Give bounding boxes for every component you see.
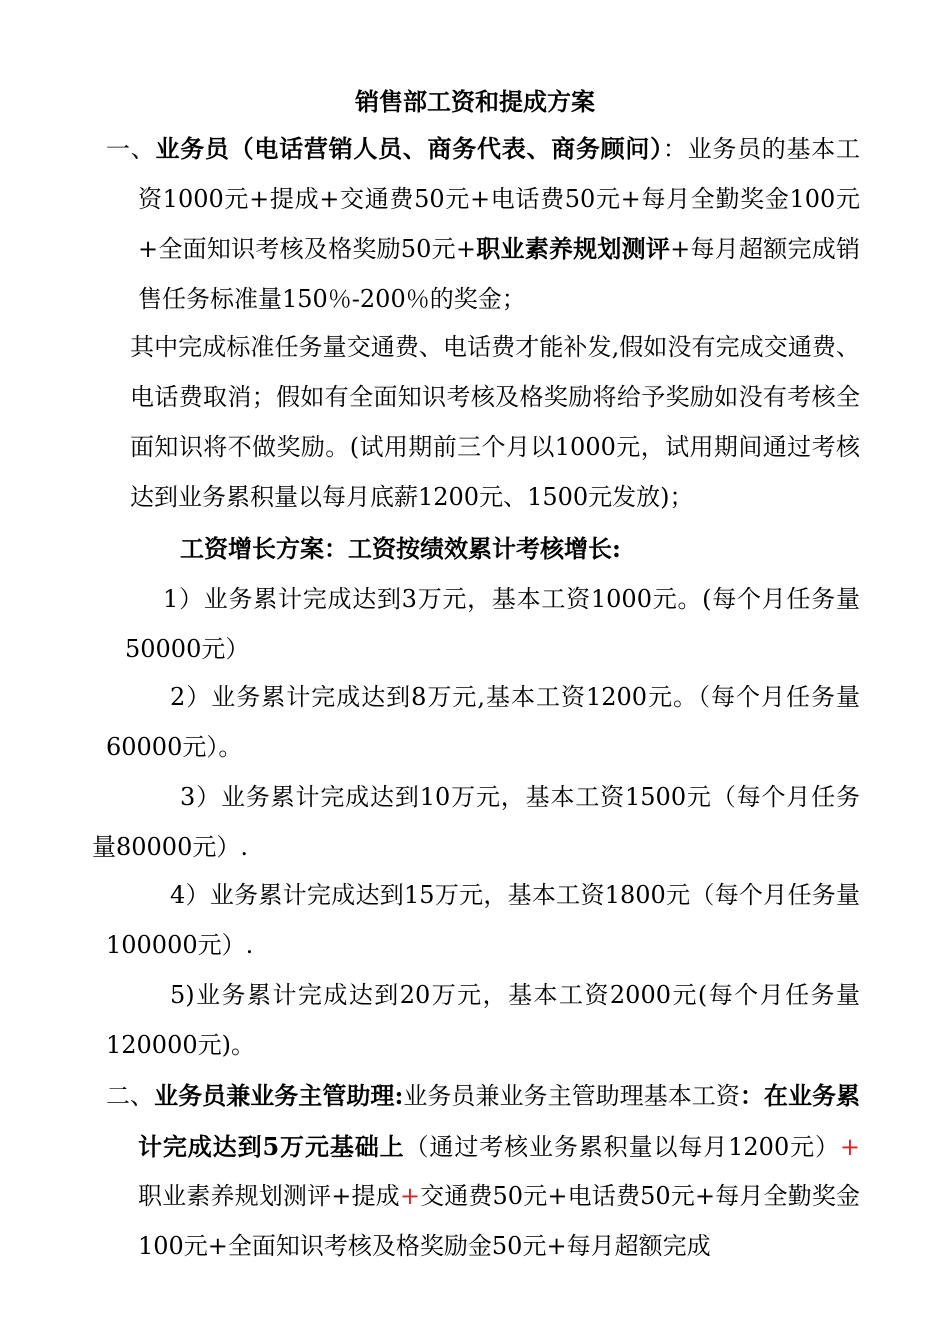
section-2-heading: 业务员兼业务主管助理: <box>154 1081 404 1110</box>
section-1-bold-term: 职业素养规划测评 <box>475 234 671 263</box>
section-2-red-plus-2: + <box>399 1182 420 1210</box>
growth-item-2: 2）业务累计完成达到8万元,基本工资1200元。（每个月任务量60000元）。 <box>106 683 860 761</box>
section-1-number: 一、 <box>106 135 156 163</box>
section-2-text-d: 职业素养规划测评+提成 <box>138 1182 400 1210</box>
section-1-text-c: +每月超额完成销售任务标准量150％-200％的奖金； <box>138 235 861 313</box>
section-2-red-plus-1: + <box>839 1132 861 1161</box>
section-2-paragraph <box>106 1071 861 1271</box>
section-2-text-c: （通过考核业务累积量以每月1200元） <box>404 1132 840 1161</box>
section-1-colon: ： <box>662 135 688 163</box>
growth-item-1: 1）业务累计完成达到3万元，基本工资1000元。(每个月任务量50000元） <box>125 585 860 663</box>
section-2-number: 二、 <box>106 1082 155 1110</box>
growth-plan-heading: 工资增长方案：工资按绩效累计考核增长: <box>180 534 621 563</box>
section-2-text-e: 交通费50元+电话费50元+每月全勤奖金100元+全面知识考核及格奖励金50元+每月超额完成 <box>138 1182 861 1260</box>
section-2-bold-condition: ：在业务累计完成达到5万元基础上 <box>138 1081 861 1161</box>
growth-item-3: 3）业务累计完成达到10万元，基本工资1500元（每个月任务量80000元）. <box>92 783 860 861</box>
document-title: 销售部工资和提成方案 <box>355 87 595 116</box>
growth-item-4: 4）业务累计完成达到15万元，基本工资1800元（每个月任务量100000元）. <box>106 881 860 959</box>
section-2-text-a: 业务员兼业务主管助理基本工资 <box>403 1082 740 1110</box>
section-1-paragraph <box>106 124 861 324</box>
growth-item-5: 5)业务累计完成达到20万元，基本工资2000元(每个月任务量120000元)。 <box>106 981 860 1059</box>
section-1-text-a: 业务员的基本工资1000元+提成+交通费50元+电话费50元+每月全勤奖金100元+全面知识考核及格奖励50元+ <box>138 135 861 263</box>
section-1-heading: 业务员（电话营销人员、商务代表、商务顾问） <box>155 134 663 163</box>
section-1-note: 其中完成标准任务量交通费、电话费才能补发,假如没有完成交通费、电话费取消；假如有全面知识考核及格奖励将给予奖励如没有考核全面知识将不做奖励。(试用期前三个月以1000元，试用期间通过考核达到业务累积量以每月底薪1200元、1500元发放)； <box>130 333 860 511</box>
